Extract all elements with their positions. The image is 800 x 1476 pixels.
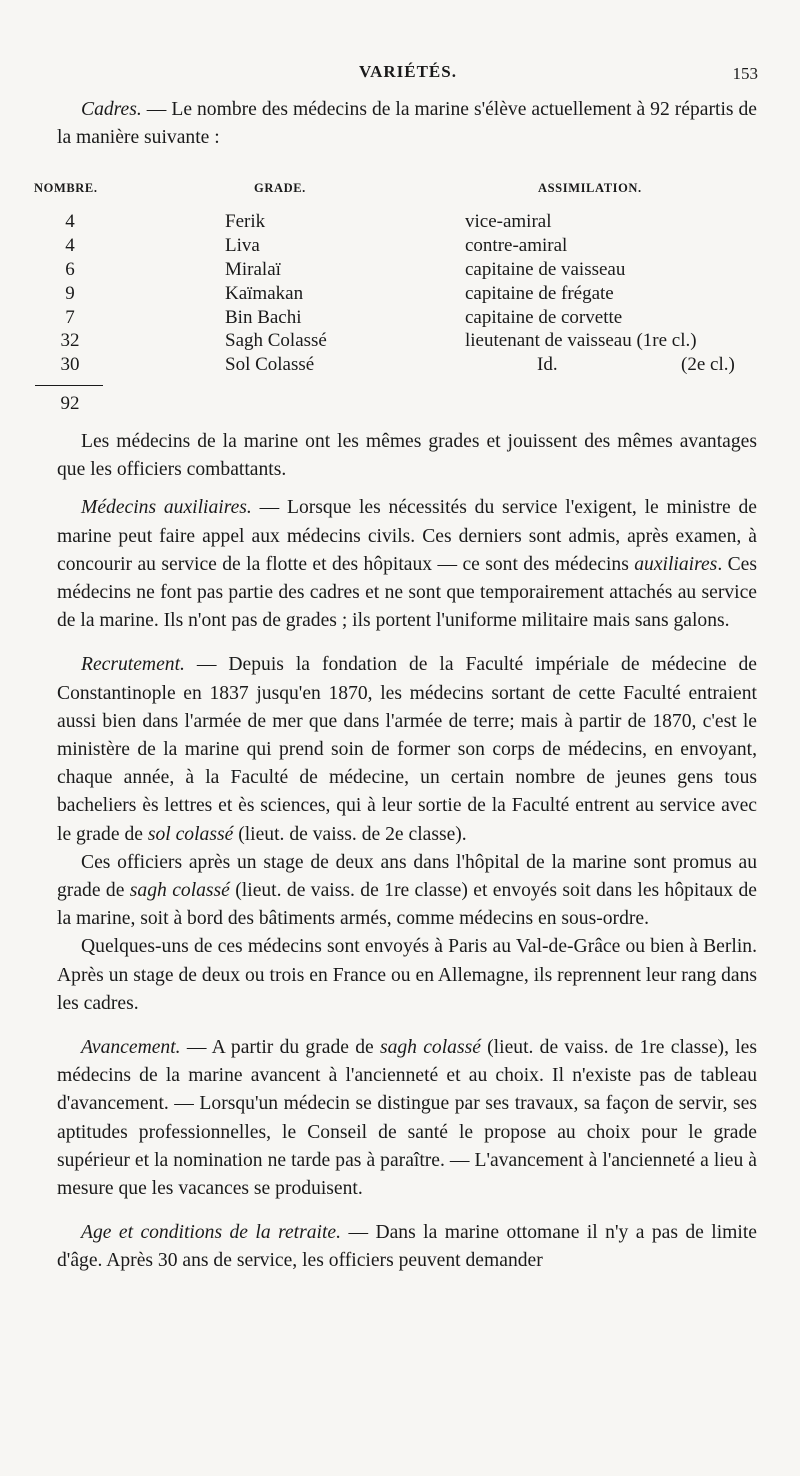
emphasis-auxiliaires: auxiliaires — [634, 553, 718, 575]
cell-grade: Kaïmakan — [225, 282, 304, 304]
table-row — [57, 258, 757, 282]
paragraph-recrutement — [57, 651, 757, 848]
cell-nombre: 4 — [65, 211, 75, 233]
cell-grade: Sol Colassé — [225, 354, 315, 376]
text-avancement-2: (lieut. de vaiss. de 1re classe), les médecins de la marine avancent à l'ancienneté et au choix. Il n'existe pas de tableau d'avancement. — Lorsqu'un médecin se distingue par ses travaux, sa façon de servir, ses aptitudes professionnelles, le Conseil de santé le propose au choix pour le grade supérieur et la nomination ne tarde pas à paraître. — L'avancement à l'ancienneté a lieu à mesure que les vacances se produisent. — [57, 1037, 757, 1200]
table-row — [57, 306, 757, 330]
header-nombre: NOMBRE. — [34, 181, 98, 196]
table-row — [57, 353, 757, 377]
cell-nombre: 9 — [65, 282, 75, 304]
cell-nombre: 7 — [65, 306, 75, 328]
header-grade: GRADE. — [254, 181, 306, 196]
cell-nombre: 32 — [60, 330, 80, 352]
text-cadres: — Le nombre des médecins de la marine s'élève actuellement à 92 répartis de la manière suivante : — [57, 99, 757, 149]
cell-assimilation: lieutenant de vaisseau (1re cl.) — [465, 330, 697, 352]
cell-assimilation: capitaine de vaisseau — [465, 259, 626, 280]
emphasis-sol-colasse: sol colassé — [147, 823, 234, 845]
paragraph-auxiliaires — [57, 494, 757, 635]
body-text — [34, 96, 758, 1276]
cell-grade: Liva — [225, 235, 260, 257]
cell-nombre: 6 — [65, 259, 75, 280]
cell-nombre: 4 — [65, 235, 75, 257]
ranks-table — [34, 174, 757, 416]
cell-assimilation: contre-amiral — [465, 235, 568, 257]
heading-auxiliaires: Médecins auxiliaires. — [81, 497, 252, 519]
text-recrutement-1: — Depuis la fondation de la Faculté impériale de médecine de Constantinople en 1837 jusqu'en 1870, les médecins sortant de cette Faculté entraient aussi bien dans l'armée de mer que dans l'armée de terre; mais à partir de 1870, c'est le ministère de la marine qui prend soin de former son corps de médecins, en envoyant, chaque année, à la Faculté de médecine, un certain nombre de jeunes gens tous bacheliers ès lettres et ès sciences, qui à leur sortie de la Faculté entrent au service avec le grade de — [57, 654, 757, 845]
text-avancement-1: — A partir du grade de — [180, 1037, 380, 1059]
running-title: VARIÉTÉS. — [359, 62, 457, 81]
cell-grade: Sagh Colassé — [225, 330, 327, 352]
table-row — [57, 210, 757, 234]
cell-assimilation: vice-amiral — [465, 211, 552, 233]
text-auxiliaires-2: . Ces médecins ne font pas partie des cadres et ne sont que temporairement attachés au service de la marine. Ils n'ont pas de grades ; ils portent l'uniforme militaire mais sans galons. — [57, 553, 758, 632]
paragraph-grades: Les médecins de la marine ont les mêmes grades et jouissent des mêmes avantages que les officiers combattants. — [57, 430, 757, 481]
total-rule — [35, 385, 103, 386]
text-recrutement-2: (lieut. de vaiss. de 2e classe). — [233, 823, 467, 845]
cell-nombre: 30 — [60, 354, 80, 376]
text-stage-2: (lieut. de vaiss. de 1re classe) et envoyés soit dans les hôpitaux de la marine, soit à bord des bâtiments armés, comme médecins en sous-ordre. — [57, 880, 757, 930]
heading-retraite: Age et conditions de la retraite. — [81, 1222, 342, 1244]
table-header — [34, 174, 757, 210]
paragraph-paris: Quelques-uns de ces médecins sont envoyés à Paris au Val-de-Grâce ou bien à Berlin. Après un stage de deux ou trois en France ou en Allemagne, ils reprennent leur rang dans les cadres. — [57, 936, 757, 1014]
heading-avancement: Avancement. — [81, 1037, 181, 1059]
text-retraite: — Dans la marine ottomane il n'y a pas de limite d'âge. Après 30 ans de service, les officiers peuvent demander — [57, 1222, 757, 1272]
heading-cadres: Cadres. — [81, 99, 142, 120]
table-row — [57, 329, 757, 353]
heading-recrutement: Recrutement. — [81, 654, 185, 676]
cell-class: (2e cl.) — [681, 354, 735, 376]
cell-assimilation: capitaine de frégate — [465, 282, 614, 304]
paragraph-avancement — [57, 1034, 757, 1203]
running-head — [58, 62, 758, 88]
emphasis-sagh-colasse: sagh colassé — [129, 880, 230, 902]
cell-assimilation: capitaine de corvette — [465, 306, 623, 328]
table-row — [57, 282, 757, 306]
cell-grade: Miralaï — [225, 259, 281, 280]
text-auxiliaires-1: — Lorsque les nécessités du service l'exigent, le ministre de marine peut faire appel aux médecins civils. Ces derniers sont admis, après examen, à concourir au service de la flotte et des hôpitaux — ce sont des médecins — [57, 497, 757, 575]
paragraph-retraite — [57, 1219, 757, 1275]
cell-grade: Ferik — [225, 211, 266, 233]
emphasis-sagh-colasse-2: sagh colassé — [379, 1037, 481, 1059]
paragraph-cadres — [57, 96, 757, 152]
header-assimilation: ASSIMILATION. — [538, 181, 642, 196]
paragraph-stage — [57, 849, 757, 934]
text-stage-1: Ces officiers après un stage de deux ans dans l'hôpital de la marine sont promus au grade de — [57, 851, 757, 902]
table-row — [57, 234, 757, 258]
cell-assimilation: Id. — [537, 354, 558, 376]
table-total: 92 — [60, 392, 80, 414]
cell-grade: Bin Bachi — [225, 306, 302, 328]
page-number: 153 — [732, 64, 758, 83]
